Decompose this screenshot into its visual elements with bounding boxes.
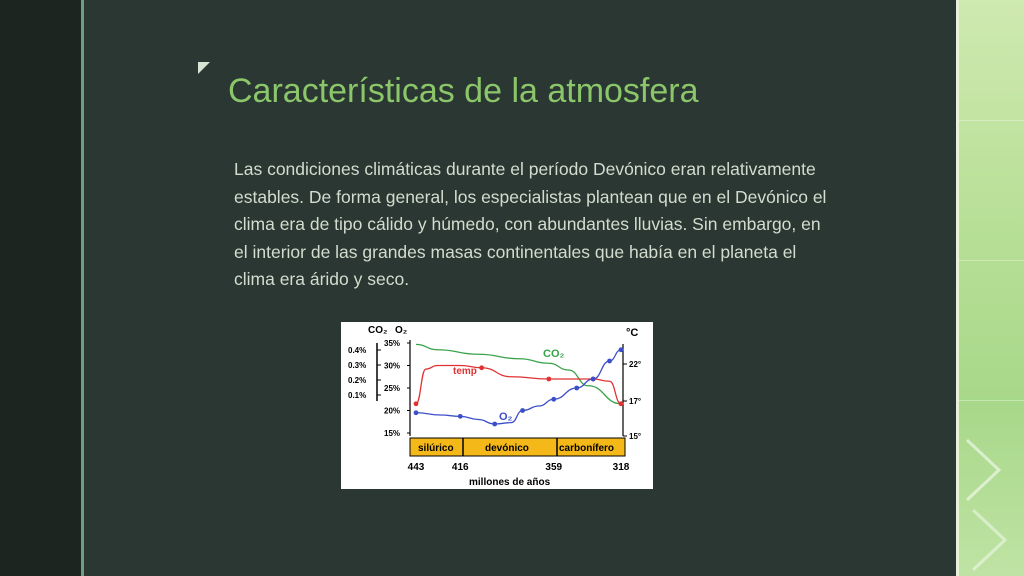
- series-point-1: [619, 401, 624, 406]
- temp-series-label: temp: [453, 366, 477, 377]
- temp-axis-title: °C: [626, 327, 639, 339]
- series-point-1: [414, 401, 419, 406]
- series-point-2: [591, 377, 596, 382]
- o2-tick-label: 35%: [384, 339, 401, 348]
- atmosphere-chart: [341, 322, 653, 489]
- series-point-2: [520, 408, 525, 413]
- o2-tick-label: 20%: [384, 406, 401, 416]
- x-tick-label: 416: [451, 462, 469, 473]
- o2-series-label: O₂: [499, 411, 513, 423]
- chart-svg: [341, 322, 653, 489]
- o2-tick-label: 15%: [384, 429, 401, 438]
- co2-series-label: CO₂: [543, 348, 565, 360]
- co2-axis-title: CO₂: [368, 325, 388, 336]
- series-point-1: [546, 377, 551, 382]
- left-band: [0, 0, 81, 576]
- series-point-2: [492, 422, 497, 427]
- o2-tick-label: 30%: [384, 361, 401, 371]
- period-devonico: devónico: [485, 443, 529, 454]
- temp-tick-label: 17°: [629, 397, 642, 406]
- right-decoration: [959, 0, 1024, 576]
- co2-tick-label: 0.1%: [348, 391, 367, 400]
- series-line-0: [416, 344, 621, 403]
- o2-tick-label: 25%: [384, 384, 401, 393]
- period-carbonifero: carbonífero: [559, 443, 615, 454]
- slide-title: Características de la atmosfera: [228, 72, 699, 110]
- o2-axis-title: O₂: [395, 325, 408, 336]
- co2-tick-label: 0.3%: [348, 361, 367, 370]
- slide-paragraph: Las condiciones climáticas durante el período Devónico eran relativamente estables. De forma general, los especialistas plantean que en el Devónico el clima era de tipo cálido y húmedo, con abundantes lluvias. Sin embargo, en el interior de las grandes masas continentales que había en el planeta el clima era árido y seco.: [234, 159, 827, 289]
- period-silurico: silúrico: [418, 443, 454, 454]
- chevron-decoration-icon: [959, 0, 1024, 576]
- series-point-2: [458, 414, 463, 419]
- series-point-2: [414, 410, 419, 415]
- x-tick-label: 359: [545, 462, 563, 473]
- series-point-2: [607, 359, 612, 364]
- co2-tick-label: 0.4%: [348, 346, 367, 355]
- series-line-2: [416, 350, 621, 424]
- triangle-corner-icon: [198, 62, 210, 74]
- series-point-2: [551, 397, 556, 402]
- x-axis-title: millones de años: [469, 477, 551, 488]
- series-point-1: [479, 365, 484, 370]
- co2-tick-label: 0.2%: [348, 376, 367, 385]
- series-point-2: [574, 386, 579, 391]
- series-line-1: [416, 366, 621, 404]
- temp-tick-label: 22°: [629, 360, 642, 369]
- x-tick-label: 318: [612, 462, 630, 473]
- x-tick-label: 443: [407, 462, 425, 473]
- series-point-2: [619, 347, 624, 352]
- temp-tick-label: 15°: [629, 432, 642, 441]
